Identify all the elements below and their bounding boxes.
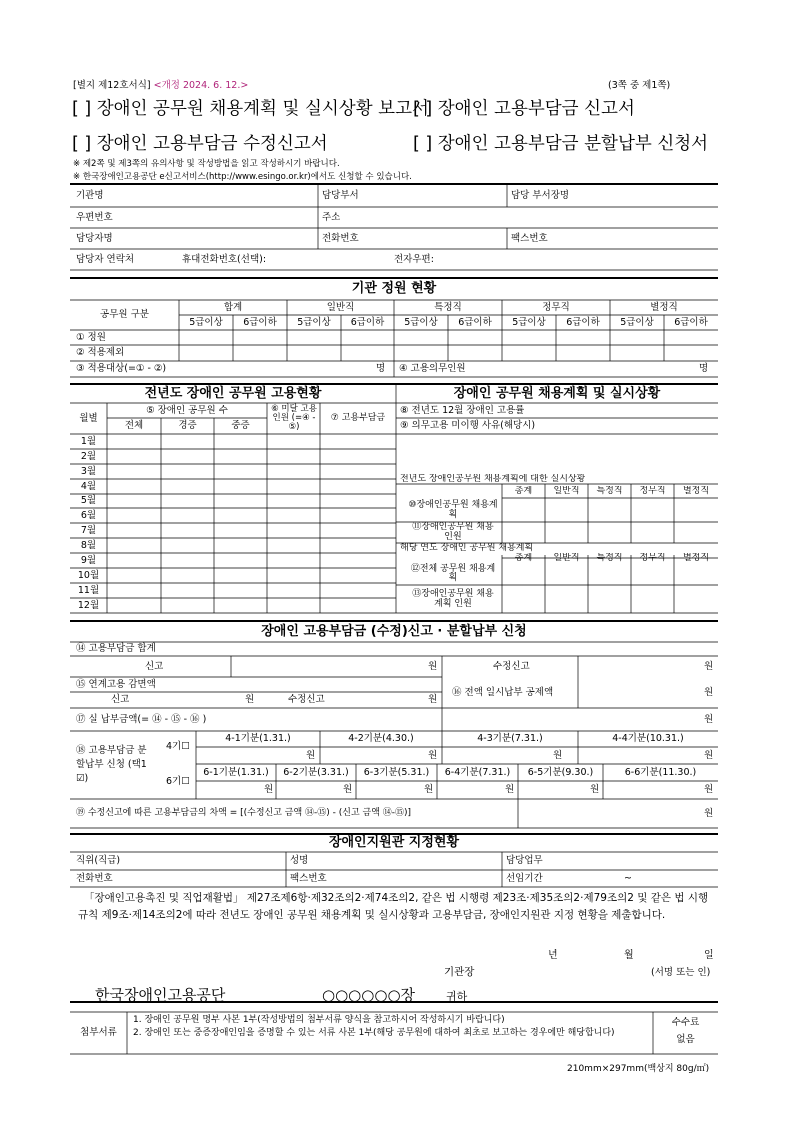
quota-title: 기관 정원 현황 (351, 281, 437, 297)
plan-r13: ⑬장애인공무원 채용계획 인원 (412, 589, 494, 609)
dept-label: 담당부서 (322, 189, 359, 201)
grade-5up: 5급이상 (512, 316, 546, 328)
prev-title: 전년도 장애인 공무원 고용현황 (144, 385, 322, 401)
title-levy-amend: [ ] 장애인 고용부담금 수정신고서 (72, 134, 328, 154)
q4-4: 4-4기분(10.31.) (612, 733, 684, 745)
date-year: 년 (548, 950, 558, 961)
phone-label: 전화번호 (322, 232, 359, 244)
plan-col-general: 일반직 (553, 486, 580, 497)
levy-r18: ⑱ 고용부담금 분할납부 신청 (택1 ☑) (76, 745, 147, 784)
grade-6down: 6급이하 (350, 316, 385, 328)
unit-people: 명 (699, 363, 709, 375)
grade-6down: 6급이하 (458, 316, 492, 328)
quota-row-excluded: ② 적용제외 (76, 347, 125, 359)
month-row: 10월 (77, 569, 100, 581)
zip-label: 우편번호 (76, 211, 113, 223)
won-unit: 원 (704, 686, 714, 698)
plan-col-total: 총계 (514, 553, 533, 564)
head-title: ○○○○○○장 (322, 986, 416, 1004)
note-1: ※ 제2쪽 및 제3쪽의 유의사항 및 작성방법을 읽고 작성하시기 바랍니다. (73, 159, 340, 169)
won-unit: 원 (428, 749, 438, 761)
col7-header: ⑦ 고용부담금 (330, 412, 386, 423)
won-unit: 원 (343, 784, 353, 796)
month-row: 7월 (80, 524, 97, 536)
won-unit: 원 (306, 749, 316, 761)
levy-amend-label: 수정신고 (493, 660, 530, 672)
won-unit: 원 (704, 807, 714, 819)
quota-group-separate: 별정직 (650, 301, 678, 313)
paper-spec: 210mm×297mm(백상지 80g/㎡) (567, 1064, 710, 1074)
levy-report-label: 신고 (111, 694, 130, 706)
won-unit: 원 (704, 784, 714, 796)
period-tilde: ~ (624, 872, 632, 884)
plan-col-separate: 별정직 (682, 486, 710, 497)
q6-3: 6-3기분(5.31.) (363, 766, 430, 778)
plan-col-special: 특정직 (596, 486, 623, 497)
grade-5up: 5급이상 (189, 316, 223, 328)
plan-r11: ⑪장애인공무원 채용인원 (412, 522, 494, 542)
plan-col-total: 총계 (514, 486, 533, 497)
levy-r14: ⑭ 고용부담금 합계 (76, 643, 156, 655)
plan-r12: ⑫전체 공무원 채용계획 (410, 563, 496, 583)
q4-1: 4-1기분(1.31.) (225, 733, 291, 745)
grade-5up: 5급이상 (297, 316, 331, 328)
title-plan-report: [ ] 장애인 공무원 채용계획 및 실시상황 보고서 (72, 99, 429, 119)
center-name-label: 성명 (290, 855, 309, 867)
won-unit: 원 (704, 713, 714, 725)
date-month: 월 (624, 950, 634, 961)
won-unit: 원 (553, 749, 563, 761)
month-row: 5월 (80, 495, 97, 507)
attach-item-1: 1. 장애인 공무원 명부 사본 1부(작성방법의 첨부서류 양식을 참고하시어 작성하시기 바랍니다) (133, 1015, 505, 1025)
plan-col-separate: 별정직 (682, 553, 710, 564)
won-unit: 원 (264, 784, 274, 796)
won-unit: 원 (424, 784, 434, 796)
month-row: 11월 (77, 584, 100, 596)
plan-r9: ⑨ 의무고용 미이행 사유(해당시) (400, 420, 536, 432)
q6-4: 6-4기분(7.31.) (444, 766, 511, 778)
levy-r17: ⑰ 실 납부금액(= ⑭ - ⑮ - ⑯ ) (76, 713, 207, 725)
fee-label: 수수료 (671, 1017, 700, 1029)
grade-6down: 6급이하 (566, 316, 600, 328)
center-duty-label: 담당업무 (506, 855, 543, 867)
q6-5: 6-5기분(9.30.) (527, 766, 594, 778)
plan-r8: ⑧ 전년도 12월 장애인 고용률 (400, 404, 525, 416)
note-2: ※ 한국장애인고용공단 e신고서비스(http://www.esingo.or.kr)에서도 신청할 수 있습니다. (73, 172, 412, 182)
quota-row-target: ③ 적용대상(=① - ②) (76, 363, 167, 375)
statement-text: 「장애인고용촉진 및 직업재활법」 제27조제6항·제32조의2·제74조의2, 같은 법 시행령 제23조·제35조의2·제79조의2 및 같은 법 시행규칙 제9조·제14조의2에 따라 전년도 장애인 공무원 채용계획 및 실시상황과 고용부담금, 장애인지원관 지정 현황을 제출합니다. (78, 892, 709, 921)
plan-col-political: 정무직 (639, 486, 666, 497)
date-day: 일 (704, 950, 714, 961)
month-row: 4월 (80, 480, 97, 492)
dept-head-label: 담당 부서장명 (511, 189, 570, 201)
option-6-installments[interactable]: 6기☐ (166, 776, 190, 788)
month-row: 12월 (77, 599, 100, 611)
quota-group-political: 정무직 (542, 301, 570, 313)
month-row: 3월 (80, 465, 97, 477)
attach-label: 첨부서류 (80, 1027, 117, 1039)
col5-mild: 경증 (178, 420, 197, 432)
col5-header: ⑤ 장애인 공무원 수 (146, 404, 228, 416)
center-position-label: 직위(직급) (76, 855, 121, 867)
month-row: 9월 (80, 554, 97, 566)
center-phone-label: 전화번호 (76, 872, 113, 884)
gwiha: 귀하 (446, 990, 468, 1003)
form-id: [별지 제12호서식] <개정 2024. 6. 12.> (73, 80, 249, 91)
won-unit: 원 (428, 694, 438, 706)
org-name-label: 기관명 (76, 189, 104, 201)
attach-item-2: 2. 장애인 또는 중증장애인임을 증명할 수 있는 서류 사본 1부(해당 공무원에 대하여 최초로 보고하는 경우에만 해당합니다) (133, 1028, 615, 1038)
title-levy-report: [ ] 장애인 고용부담금 신고서 (413, 99, 635, 119)
won-unit: 원 (245, 694, 255, 706)
levy-report-label: 신고 (145, 660, 164, 672)
grade-5up: 5급이상 (620, 316, 654, 328)
won-unit: 원 (704, 749, 714, 761)
won-unit: 원 (428, 660, 438, 672)
plan-col-political: 정무직 (639, 553, 666, 564)
month-row: 1월 (80, 435, 97, 447)
won-unit: 원 (704, 660, 714, 672)
email-label: 전자우편: (394, 253, 434, 265)
levy-r15: ⑮ 연계고용 감면액 (76, 678, 156, 690)
revision-date: <개정 2024. 6. 12.> (153, 80, 249, 91)
q6-6: 6-6기분(11.30.) (624, 766, 697, 778)
recipient: 한국장애인고용공단 (95, 986, 226, 1004)
center-period-label: 선임기간 (506, 872, 543, 884)
won-unit: 원 (505, 784, 515, 796)
quota-group-general: 일반직 (326, 301, 355, 313)
signer-label: 기관장 (444, 966, 475, 978)
won-unit: 원 (590, 784, 600, 796)
mobile-label: 휴대전화번호(선택): (182, 253, 267, 265)
col5-total: 전체 (124, 420, 144, 432)
quota-duty: ④ 고용의무인원 (399, 363, 466, 375)
option-4-installments[interactable]: 4기☐ (166, 741, 190, 753)
q6-2: 6-2기분(3.31.) (283, 766, 349, 778)
plan-sec1: 전년도 장애인공무원 채용계획에 대한 실시상황 (400, 474, 586, 485)
grade-5up: 5급이상 (404, 316, 438, 328)
levy-title: 장애인 고용부담금 (수정)신고 · 분할납부 신청 (261, 623, 527, 639)
plan-sec2: 해당 연도 장애인 공무원 채용계획 (400, 543, 534, 554)
plan-col-general: 일반직 (553, 553, 580, 564)
quota-row-capacity: ① 정원 (76, 331, 106, 343)
levy-amend-label: 수정신고 (288, 694, 325, 706)
unit-people: 명 (376, 363, 386, 375)
quota-gubun: 공무원 구분 (100, 309, 149, 321)
center-title: 장애인지원관 지정현황 (328, 835, 460, 851)
col5-severe: 중증 (231, 420, 250, 432)
month-row: 8월 (80, 539, 97, 551)
q4-3: 4-3기분(7.31.) (477, 733, 543, 745)
fax-label: 팩스번호 (511, 232, 548, 244)
plan-col-special: 특정직 (596, 553, 623, 564)
month-row: 6월 (80, 509, 97, 521)
contact-label: 담당자 연락처 (76, 253, 135, 265)
levy-r16: ⑯ 전액 일시납부 공제액 (452, 686, 554, 698)
quota-group-special: 특정직 (434, 301, 462, 313)
quota-group-total: 합계 (223, 301, 243, 313)
q6-1: 6-1기분(1.31.) (203, 766, 269, 778)
sign-hint: (서명 또는 인) (651, 967, 711, 978)
month-row: 2월 (80, 450, 97, 462)
grade-6down: 6급이하 (674, 316, 708, 328)
person-label: 담당자명 (76, 232, 113, 244)
page-indicator: (3쪽 중 제1쪽) (608, 80, 671, 91)
grade-6down: 6급이하 (243, 316, 277, 328)
center-fax-label: 팩스번호 (290, 872, 327, 884)
month-header: 월별 (79, 412, 98, 424)
title-installment: [ ] 장애인 고용부담금 분할납부 신청서 (413, 134, 709, 154)
levy-r19: ⑲ 수정신고에 따른 고용부담금의 차액 = [(수정신고 금액 ⑭-⑮) - (신고 금액 ⑭-⑮)] (76, 807, 412, 818)
plan-title: 장애인 공무원 채용계획 및 실시상황 (453, 385, 661, 401)
col6-header: ⑥ 미달 고용인원 (=④ - ⑤) (271, 404, 317, 432)
q4-2: 4-2기분(4.30.) (348, 733, 414, 745)
address-label: 주소 (322, 211, 341, 223)
plan-r10: ⑩장애인공무원 채용계획 (408, 500, 498, 520)
fee-value: 없음 (676, 1034, 695, 1046)
